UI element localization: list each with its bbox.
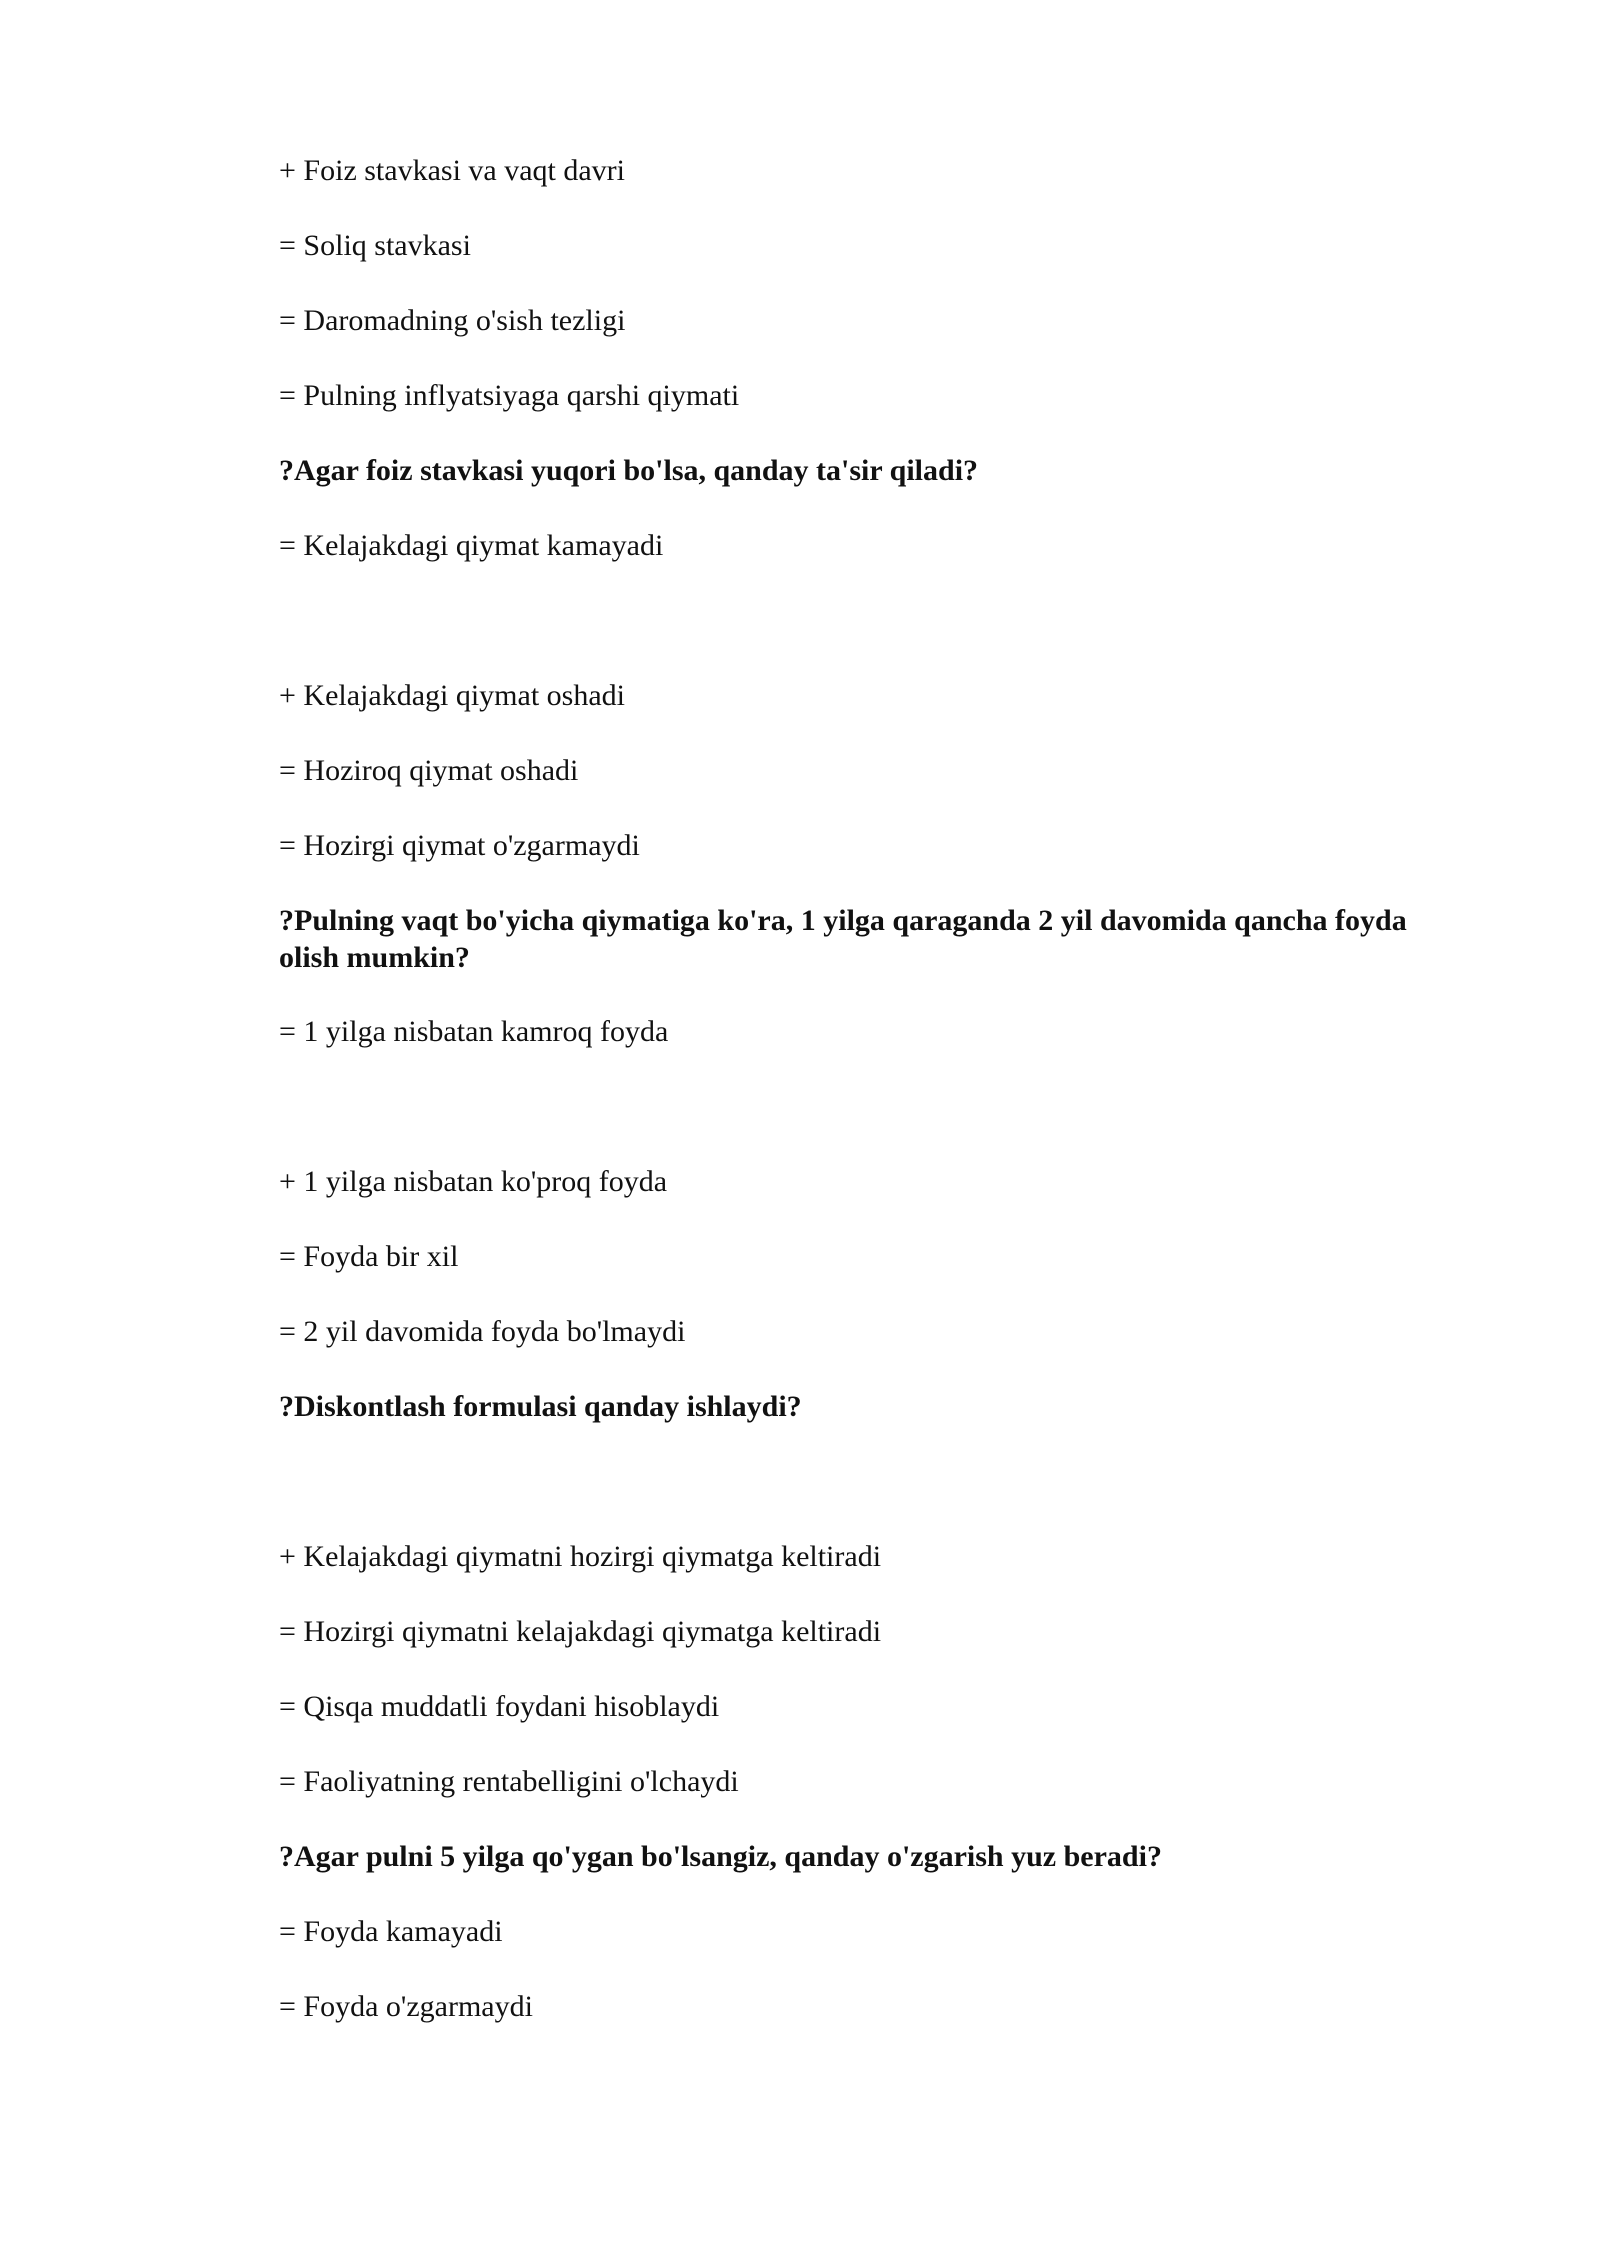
answer-option: = 2 yil davomida foyda bo'lmaydi — [279, 1315, 686, 1348]
answer-option: + 1 yilga nisbatan ko'proq foyda — [279, 1165, 668, 1198]
question-text: ?Diskontlash formulasi qanday ishlaydi? — [279, 1390, 802, 1423]
answer-option: = Daromadning o'sish tezligi — [279, 304, 626, 337]
answer-option: = Foyda kamayadi — [279, 1915, 503, 1948]
answer-option: = Foyda bir xil — [279, 1240, 459, 1273]
answer-option: = Kelajakdagi qiymat kamayadi — [279, 529, 664, 562]
answer-option: = Foyda o'zgarmaydi — [279, 1990, 533, 2023]
answer-option: = Soliq stavkasi — [279, 229, 471, 262]
answer-option: = Hoziroq qiymat oshadi — [279, 754, 579, 787]
answer-option: = Hozirgi qiymatni kelajakdagi qiymatga keltiradi — [279, 1615, 882, 1648]
answer-option: + Kelajakdagi qiymatni hozirgi qiymatga keltiradi — [279, 1540, 882, 1573]
answer-option: = Pulning inflyatsiyaga qarshi qiymati — [279, 379, 740, 412]
answer-option: + Foiz stavkasi va vaqt davri — [279, 154, 626, 187]
answer-option: = Faoliyatning rentabelligini o'lchaydi — [279, 1765, 739, 1798]
question-text: ?Agar pulni 5 yilga qo'ygan bo'lsangiz, qanday o'zgarish yuz beradi? — [279, 1840, 1162, 1873]
answer-option: = Qisqa muddatli foydani hisoblaydi — [279, 1690, 720, 1723]
answer-option: = 1 yilga nisbatan kamroq foyda — [279, 1015, 669, 1048]
question-text: ?Pulning vaqt bo'yicha qiymatiga ko'ra, 1 yilga qaraganda 2 yil davomida qancha foyda olish mumkin? — [279, 904, 1407, 974]
answer-option: + Kelajakdagi qiymat oshadi — [279, 679, 625, 712]
question-text: ?Agar foiz stavkasi yuqori bo'lsa, qanday ta'sir qiladi? — [279, 454, 979, 487]
answer-option: = Hozirgi qiymat o'zgarmaydi — [279, 829, 640, 862]
